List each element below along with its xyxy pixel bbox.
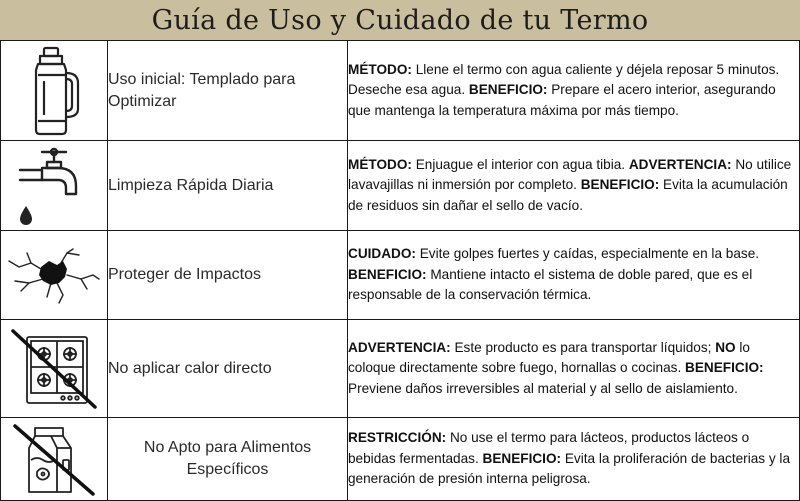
- thermos-icon: [24, 45, 84, 137]
- page-title: Guía de Uso y Cuidado de tu Termo: [0, 0, 800, 40]
- desc-keyword: BENEFICIO:: [348, 266, 427, 282]
- desc-text: No utilice lavavajillas ni inmersión por completo.: [348, 156, 792, 193]
- desc-text: Enjuague el interior con agua tibia.: [411, 156, 629, 172]
- desc-text: Llene el termo con agua caliente y déjela reposar 5 minutos. Deseche esa agua.: [348, 61, 780, 98]
- row-label: Proteger de Impactos: [108, 231, 348, 320]
- row-description: [348, 418, 800, 501]
- row-label: Limpieza Rápida Diaria: [108, 141, 348, 231]
- desc-text: Previene daños irreversibles al material y al sello de aislamiento.: [348, 380, 738, 396]
- desc-keyword: NO: [715, 339, 736, 355]
- row-label: No Apto para Alimentos Específicos: [108, 418, 348, 501]
- icon-cell: [1, 320, 108, 418]
- table-row: [1, 320, 800, 418]
- desc-keyword: BENEFICIO:: [580, 177, 660, 193]
- desc-keyword: BENEFICIO:: [482, 450, 562, 466]
- faucet-icon: [14, 144, 94, 228]
- desc-keyword: BENEFICIO:: [685, 360, 764, 376]
- desc-keyword: MÉTODO:: [348, 156, 412, 172]
- row-label: No aplicar calor directo: [108, 320, 348, 418]
- row-description: [348, 41, 800, 141]
- desc-keyword: MÉTODO:: [348, 61, 412, 77]
- table-row: [1, 141, 800, 231]
- desc-text: Evita la acumulación de residuos sin dañar el sello de vacío.: [348, 177, 788, 213]
- desc-keyword: ADVERTENCIA:: [628, 156, 732, 172]
- icon-cell: [1, 41, 108, 141]
- desc-text: Prepare el acero interior, asegurando que mantenga la temperatura máxima por más tiempo.: [348, 82, 776, 118]
- desc-text: lo coloque directamente sobre fuego, hornallas o cocinas.: [348, 339, 750, 376]
- desc-keyword: CUIDADO:: [348, 246, 416, 262]
- table-row: [1, 418, 800, 501]
- row-description: [348, 320, 800, 418]
- desc-text: Evite golpes fuertes y caídas, especialmente en la base.: [415, 246, 760, 262]
- desc-keyword: RESTRICCIÓN:: [348, 430, 447, 446]
- table-row: [1, 41, 800, 141]
- icon-cell: [1, 141, 108, 231]
- desc-text: Este producto es para transportar líquidos;: [450, 339, 716, 355]
- table-row: [1, 231, 800, 320]
- no-stove-icon: [9, 327, 99, 411]
- desc-keyword: ADVERTENCIA:: [348, 339, 451, 355]
- care-guide-table: [0, 40, 800, 501]
- desc-text: Mantiene intacto el sistema de doble pared, que es el responsable de la conservación térmica.: [348, 266, 753, 303]
- no-milk-carton-icon: [9, 420, 99, 498]
- desc-text: No use el termo para lácteos, productos lácteos o bebidas fermentadas.: [348, 430, 750, 466]
- desc-keyword: BENEFICIO:: [468, 82, 548, 98]
- row-description: [348, 231, 800, 320]
- icon-cell: [1, 418, 108, 501]
- row-label: Uso inicial: Templado para Optimizar: [108, 41, 348, 141]
- crack-icon: [7, 245, 101, 305]
- row-description: [348, 141, 800, 231]
- desc-text: Evita la proliferación de bacterias y la generación de presión interna peligrosa.: [348, 450, 791, 487]
- icon-cell: [1, 231, 108, 320]
